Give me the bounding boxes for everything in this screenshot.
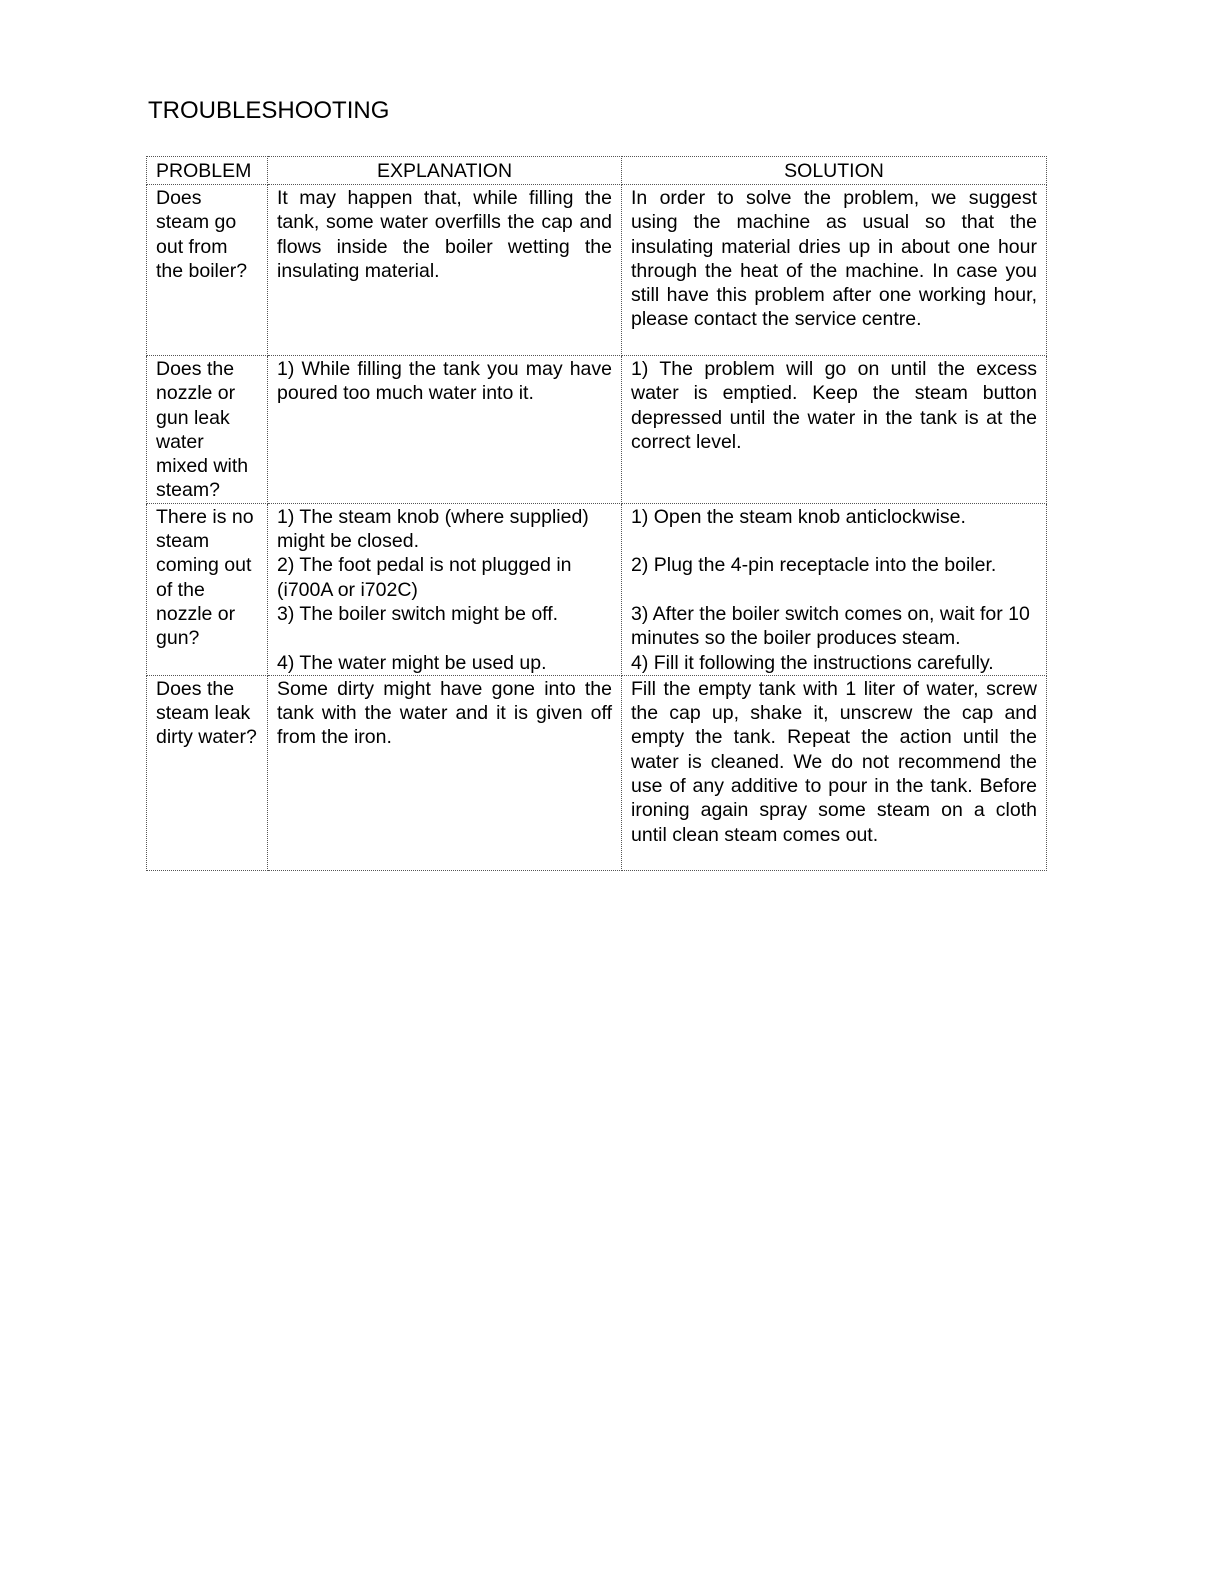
explanation-item: 3) The boiler switch might be off. <box>277 602 559 625</box>
explanation-cell: Some dirty might have gone into the tank with the water and it is given off from the iron. <box>268 675 622 870</box>
solution-item: 3) After the boiler switch comes on, wait for 10 minutes so the boiler produces steam. <box>631 602 1030 650</box>
explanation-item: 2) The foot pedal is not plugged in (i700A or i702C) <box>277 554 572 601</box>
problem-cell: Does the steam leak dirty water? <box>147 675 268 870</box>
column-header-problem: PROBLEM <box>147 157 268 185</box>
table-row <box>147 675 1047 870</box>
spacer <box>277 626 612 650</box>
troubleshooting-table <box>146 156 1047 871</box>
column-header-solution: SOLUTION <box>622 157 1047 185</box>
problem-cell: There is no steam coming out of the nozzle or gun? <box>147 503 268 675</box>
spacer <box>631 529 1037 553</box>
explanation-cell: It may happen that, while filling the tank, some water overfills the cap and flows inside the boiler wetting the insulating material. <box>268 185 622 356</box>
column-header-explanation: EXPLANATION <box>268 157 622 185</box>
table-header-row <box>147 157 1047 185</box>
solution-cell <box>622 503 1047 675</box>
solution-cell: 1) The problem will go on until the excess water is emptied. Keep the steam button depressed until the water in the tank is at the correct level. <box>622 356 1047 504</box>
problem-cell: Does the nozzle or gun leak water mixed with steam? <box>147 356 268 504</box>
solution-item: 1) Open the steam knob anticlockwise. <box>631 505 966 528</box>
page-title: TROUBLESHOOTING <box>148 97 390 124</box>
solution-cell: Fill the empty tank with 1 liter of water, screw the cap up, shake it, unscrew the cap and empty the tank. Repeat the action until the water is cleaned. We do not recommend the use of any additive to pour in the tank. Before ironing again spray some steam on a cloth until clean steam comes out. <box>622 675 1047 870</box>
explanation-cell: 1) While filling the tank you may have poured too much water into it. <box>268 356 622 504</box>
solution-item: 2) Plug the 4-pin receptacle into the boiler. <box>631 554 997 577</box>
table-row <box>147 185 1047 356</box>
table-row <box>147 503 1047 675</box>
solution-item: 4) Fill it following the instructions carefully. <box>631 651 994 674</box>
solution-cell: In order to solve the problem, we suggest using the machine as usual so that the insulating material dries up in about one hour through the heat of the machine. In case you still have this problem after one working hour, please contact the service centre. <box>622 185 1047 356</box>
table-row <box>147 356 1047 504</box>
spacer <box>631 578 1037 602</box>
problem-cell: Does steam go out from the boiler? <box>147 185 268 356</box>
explanation-cell <box>268 503 622 675</box>
explanation-item: 4) The water might be used up. <box>277 651 547 674</box>
explanation-item: 1) The steam knob (where supplied) might be closed. <box>277 505 589 553</box>
